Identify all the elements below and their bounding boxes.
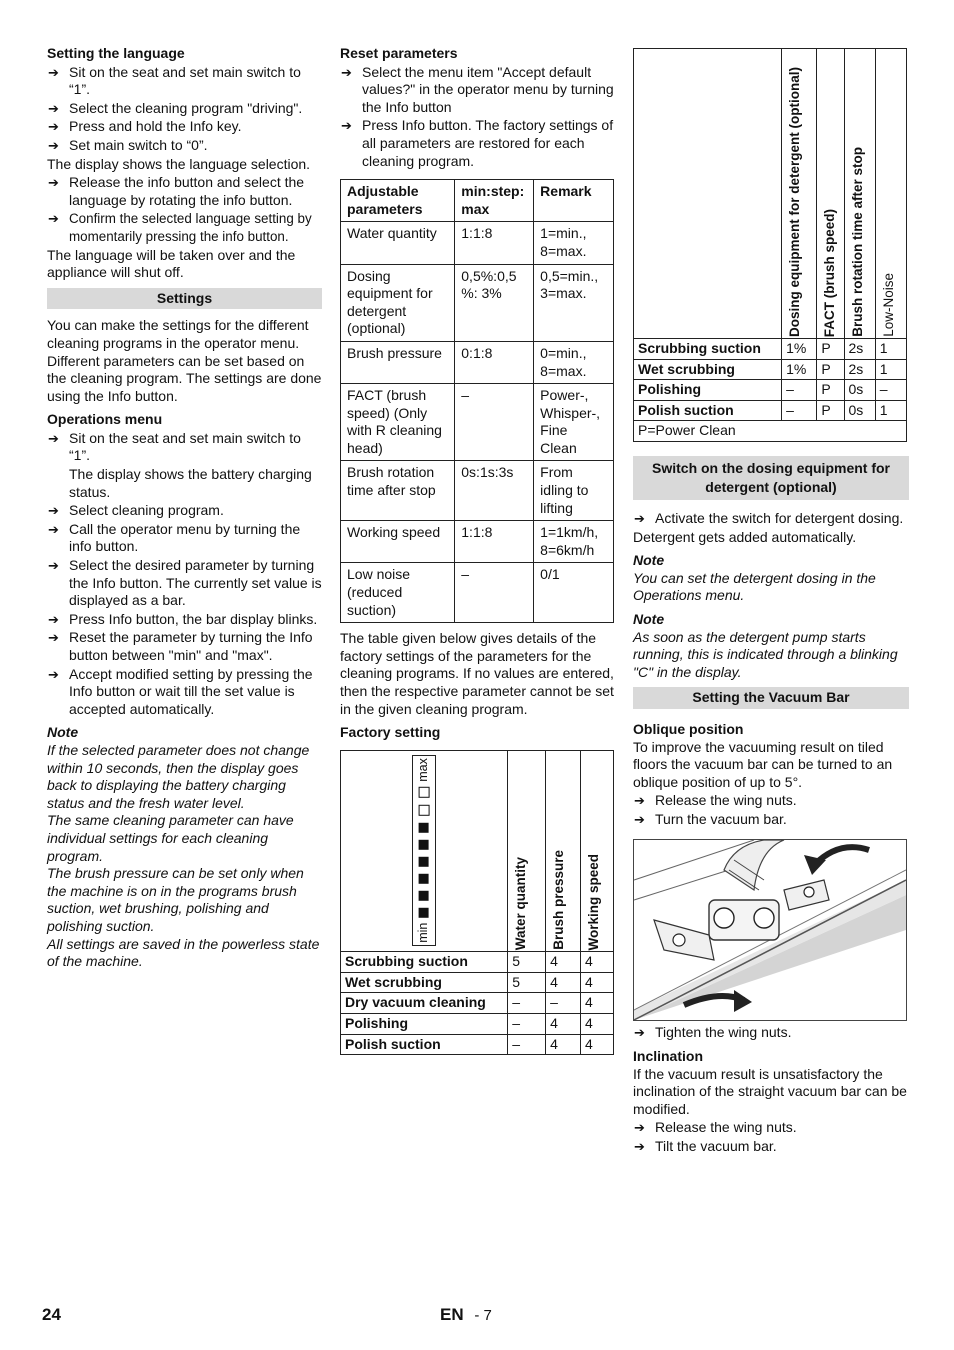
table-row: Polishing – 4 4 — [341, 1013, 614, 1034]
column-header: FACT (brush speed) — [822, 208, 838, 337]
oblique-heading: Oblique position — [633, 720, 744, 737]
table-row: Dry vacuum cleaning – – 4 — [341, 993, 614, 1014]
language-result-text: The language will be taken over and the appliance will shut off. — [47, 246, 296, 281]
column-header: Brush rotation time after stop — [849, 147, 865, 337]
vacuum-bar-drawing-icon — [634, 840, 906, 1020]
step: ➔ Select cleaning program. — [48, 502, 224, 519]
inclination-text: If the vacuum result is unsatisfactory the inclination of the straight vacuum bar can be modified. — [633, 1065, 907, 1117]
table-header-row — [341, 180, 614, 222]
step: ➔ Reset the parameter by turning the Info button between "min" and "max". — [48, 629, 313, 663]
arrow-icon: ➔ — [48, 666, 59, 682]
settings-section-bar: Settings — [47, 288, 322, 310]
arrow-icon: ➔ — [341, 64, 352, 80]
settings-text: You can make the settings for the different cleaning programs in the operator menu. Different parameters can be set based on the cleaning program. The settings are done using the Info button. — [47, 317, 322, 404]
column-left — [47, 45, 322, 971]
battery-status-text: The display shows the battery charging status. — [69, 466, 312, 500]
step: ➔ Release the wing nuts. — [634, 1119, 797, 1136]
column-middle — [340, 45, 614, 1055]
factory-heading: Factory setting — [340, 724, 441, 741]
factory-settings-table-2 — [633, 48, 907, 442]
table-row: Brush pressure 0:1:8 0=min., 8=max. — [341, 341, 614, 383]
step: ➔ Select the cleaning program "driving". — [48, 99, 303, 116]
step: ➔ Tilt the vacuum bar. — [634, 1138, 777, 1155]
arrow-icon: ➔ — [48, 175, 59, 191]
arrow-icon: ➔ — [634, 1025, 645, 1041]
note-text: All settings are saved in the powerless state of the machine. — [47, 935, 320, 970]
factory-settings-table — [340, 750, 614, 1055]
step: ➔ Turn the vacuum bar. — [634, 810, 787, 827]
inclination-heading: Inclination — [633, 1048, 703, 1065]
column-header: min:step: max — [455, 180, 534, 222]
scale-header — [341, 750, 508, 951]
table-row: Dosing equipment for detergent (optional) 0,5%:0,5 %: 3% 0,5=min., 3=max. — [341, 264, 614, 341]
table-row: Wet scrubbing 1% P 2s 1 — [634, 359, 907, 380]
note-text: The same cleaning parameter can have individual settings for each cleaning program. — [47, 812, 294, 864]
note-label: Note — [633, 552, 665, 569]
column-header: Dosing equipment for detergent (optional) — [787, 67, 803, 337]
column-header: Adjustable parameters — [341, 180, 455, 222]
table-row: Polishing – P 0s – — [634, 380, 907, 401]
sub-page-number: - 7 — [474, 1307, 492, 1324]
note-text: As soon as the detergent pump starts running, this is indicated through a blinking "C" in the display. — [633, 628, 898, 680]
column-header: Water quantity — [513, 856, 529, 951]
table-row: Water quantity 1:1:8 1=min., 8=max. — [341, 222, 614, 264]
language-steps — [47, 64, 322, 155]
vacuum-bar-section: Setting the Vacuum Bar — [633, 687, 909, 709]
note-label: Note — [47, 724, 79, 741]
oblique-text: To improve the vacuuming result on tiled floors the vacuum bar can be turned to an oblique position of up to 5°. — [633, 738, 893, 790]
language-display-text: The display shows the language selection. — [47, 155, 311, 172]
arrow-icon: ➔ — [48, 611, 59, 627]
step: ➔ Sit on the seat and set main switch to “1”. — [48, 429, 301, 464]
parameters-table — [340, 179, 614, 623]
step: ➔ Confirm the selected language setting by momentarily pressing the info button. — [48, 211, 312, 244]
reset-heading: Reset parameters — [340, 45, 458, 61]
table-row: Brush rotation time after stop 0s:1s:3s From idling to lifting — [341, 461, 614, 521]
step: ➔ Activate the switch for detergent dosing. — [634, 509, 904, 526]
arrow-icon: ➔ — [48, 430, 59, 446]
step: ➔ Select the menu item "Accept default values?" in the operator menu by turning the Info button — [341, 63, 614, 115]
step: ➔ Select the desired parameter by turning the Info button. The currently set value is displayed as a bar. — [48, 557, 322, 609]
step: ➔ Release the info button and select the language by rotating the info button. — [48, 174, 305, 208]
bar-scale-icon: min max — [412, 755, 436, 946]
column-header: Brush pressure — [551, 850, 567, 951]
dosing-text: Detergent gets added automatically. — [633, 528, 857, 545]
table-header-row — [634, 49, 907, 339]
note-text: You can set the detergent dosing in the Operations menu. — [633, 569, 876, 604]
step: ➔ Tighten the wing nuts. — [634, 1024, 792, 1041]
arrow-icon: ➔ — [48, 558, 59, 574]
language-heading: Setting the language — [47, 45, 185, 61]
footer-language — [440, 1306, 492, 1325]
arrow-icon: ➔ — [48, 521, 59, 537]
table-row: Polish suction – 4 4 — [341, 1034, 614, 1055]
table-row: FACT (brush speed) (Only with R cleaning head) – Power-, Whisper-, Fine Clean — [341, 384, 614, 461]
arrow-icon: ➔ — [341, 118, 352, 134]
factory-text: The table given below gives details of the factory settings of the parameters for the cleaning programs. If no values are entered, then the respective parameter cannot be set in the given cleaning program. — [340, 630, 614, 717]
arrow-icon: ➔ — [634, 811, 645, 827]
arrow-icon: ➔ — [48, 64, 59, 80]
dosing-section-bar: Switch on the dosing equipment for detergent (optional) — [633, 456, 909, 500]
step: ➔ Accept modified setting by pressing the Info button or wait till the set value is accepted automatically. — [48, 665, 313, 717]
note-label: Note — [633, 610, 665, 627]
note-text: If the selected parameter does not change within 10 seconds, then the display goes back to displaying the battery charging status and the fresh water level. — [47, 741, 310, 811]
step: ➔ Sit on the seat and set main switch to “1”. — [48, 63, 301, 98]
vacuum-bar-illustration — [633, 839, 907, 1021]
operations-heading: Operations menu — [47, 411, 163, 428]
column-header: Working speed — [586, 853, 602, 951]
arrow-icon: ➔ — [48, 630, 59, 646]
arrow-icon: ➔ — [48, 503, 59, 519]
table-header-row — [341, 750, 614, 951]
step: ➔ Set main switch to “0”. — [48, 136, 208, 153]
language-code: EN — [440, 1305, 464, 1324]
arrow-icon: ➔ — [48, 211, 59, 227]
column-right — [633, 48, 909, 1157]
step: ➔ Call the operator menu by turning the info button. — [48, 520, 301, 555]
table-row: Working speed 1:1:8 1=1km/h, 8=6km/h — [341, 521, 614, 563]
arrow-icon: ➔ — [48, 137, 59, 153]
table-row: Scrubbing suction 1% P 2s 1 — [634, 339, 907, 360]
arrow-icon: ➔ — [634, 793, 645, 809]
arrow-icon: ➔ — [48, 119, 59, 135]
page-number: 24 — [42, 1305, 61, 1324]
table-row: Polish suction – P 0s 1 — [634, 400, 907, 421]
step: ➔ Release the wing nuts. — [634, 792, 797, 809]
column-header: Low-Noise — [880, 273, 896, 337]
arrow-icon: ➔ — [634, 1139, 645, 1155]
step: ➔ Press Info button. The factory settings of all parameters are restored for each cleaning program. — [341, 117, 614, 169]
table-footnote-row: P=Power Clean — [634, 421, 907, 442]
arrow-icon: ➔ — [48, 100, 59, 116]
table-row: Wet scrubbing 5 4 4 — [341, 972, 614, 993]
column-header: Remark — [534, 180, 614, 222]
step: ➔ Press and hold the Info key. — [48, 118, 242, 135]
arrow-icon: ➔ — [634, 1120, 645, 1136]
table-row: Scrubbing suction 5 4 4 — [341, 952, 614, 973]
note-text: The brush pressure can be set only when the machine is on in the programs brush suction, wet brushing, polishing and polishing suction. — [47, 865, 304, 934]
arrow-icon: ➔ — [634, 510, 645, 526]
table-row: Low noise (reduced suction) – 0/1 — [341, 563, 614, 623]
step: ➔ Press Info button, the bar display blinks. — [48, 610, 318, 627]
